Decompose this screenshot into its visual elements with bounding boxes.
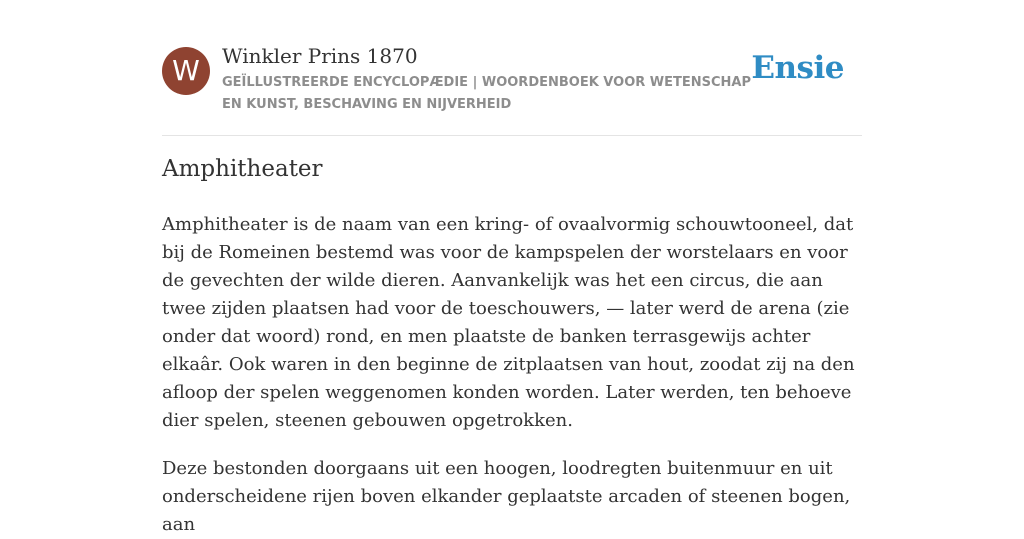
source-subtitle: GEÏLLUSTREERDE ENCYCLOPÆDIE | WOORDENBOEK VOOR WETENSCHAP EN KUNST, BESCHAVING EN NIJVERHEID	[222, 75, 751, 112]
source-header	[162, 0, 862, 136]
article-paragraph: Deze bestonden doorgaans uit een hoogen, loodregten buitenmuur en uit onderscheidene rijen boven elkander geplaatste arcaden of steenen bogen, aan	[162, 458, 851, 535]
source-title[interactable]: Winkler Prins 1870	[222, 44, 418, 68]
article-title: Amphitheater	[162, 156, 323, 182]
article-page	[162, 0, 862, 535]
source-avatar[interactable]: W	[162, 47, 210, 95]
ensie-logo[interactable]: Ensie	[751, 50, 844, 86]
article-paragraph: Amphitheater is de naam van een kring- of ovaalvormig schouwtooneel, dat bij de Romeinen bestemd was voor de kampspelen der worstelaars en voor de gevechten der wilde dieren. Aanvankelijk was het een circus, die aan twee zijden plaatsen had voor de toeschouwers, — later werd de arena (zie onder dat woord) rond, en men plaatste de banken terrasgewijs achter elkaâr. Ook waren in den beginne de zitplaatsen van hout, zoodat zij na den afloop der spelen weggenomen konden worden. Later werden, ten behoeve dier spelen, steenen gebouwen opgetrokken.	[162, 214, 855, 431]
